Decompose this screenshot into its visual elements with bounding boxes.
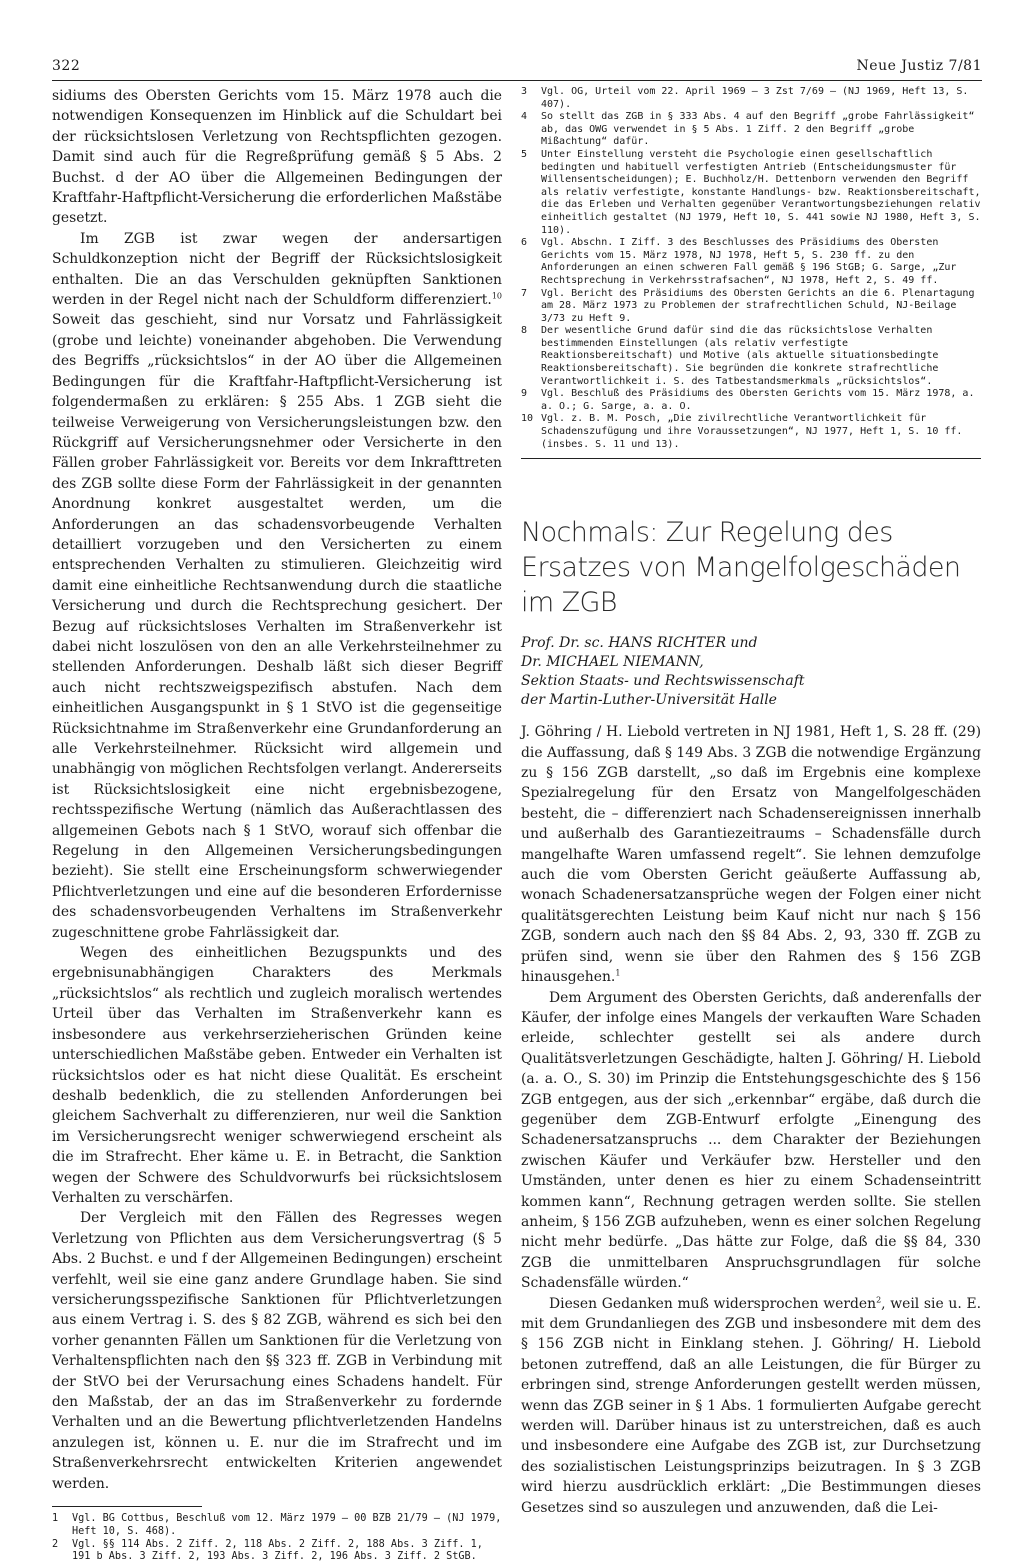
- author-line: Sektion Staats- und Rechtswissenschaft: [521, 673, 805, 690]
- footnote-number: 1: [52, 1513, 59, 1525]
- author-line: Prof. Dr. sc. HANS RICHTER und: [521, 635, 758, 652]
- footnote-number: 8: [521, 325, 528, 337]
- footnote-9: [521, 388, 981, 413]
- right-paragraph-3-text: Diesen Gedanken muß widersprochen werden: [549, 1295, 877, 1312]
- footnote-text: Vgl. z. B. M. Posch, „Die zivilrechtliche Verantwortlichkeit für Schadenszufügung und ihre Voraussetzungen“, NJ 1977, Heft 1, S. 10 ff. (insbes. S. 11 und 13).: [541, 413, 963, 450]
- footnote-ref-2: 2: [876, 1294, 882, 1304]
- footnote-text: Vgl. Bericht des Präsidiums des Obersten Gerichts an die 6. Plenartagung am 28. März 1973 zu Problemen der strafrechtlichen Schuld, NJ-Beilage 3/73 zu Heft 9.: [541, 287, 975, 324]
- left-footnotes: [52, 1513, 502, 1564]
- left-paragraph-3: Wegen des einheitlichen Bezugspunkts und des ergebnisunabhängigen Charakters des Merkmals „rücksichtslos“ als rechtlich und zugleich moralisch wertendes Urteil über das Verhalten im Straßenverkehr kann es insbesondere aus verkehrserzieherischen Gründen keine unterschiedlichen Maßstäbe geben. Entweder ein Verhalten ist rücksichtslos oder es hat nicht diese Qualität. Es erscheint deshalb bedenklich, die zu stellenden Anforderungen bei gleichem Sachverhalt zu differenzieren, nur weil die Sanktion im Versicherungsrecht weniger schwerwiegend erscheint als die im Strafrecht. Eher käme u. E. in Betracht, die Sanktion wegen der Schwere des Schuldvorwurfs bei rücksichtslosem Verhalten zu verschärfen.: [52, 945, 502, 1206]
- footnote-number: 7: [521, 287, 528, 299]
- footnote-1: [52, 1513, 502, 1539]
- author-line: der Martin-Luther-Universität Halle: [521, 692, 777, 709]
- footnote-10: [521, 413, 981, 451]
- footnote-number: 5: [521, 148, 528, 160]
- footnote-rule: [52, 1506, 202, 1507]
- left-paragraph-2: [52, 229, 502, 943]
- footnote-number: 3: [521, 86, 528, 97]
- left-column: [52, 86, 502, 1564]
- footnote-number: 6: [521, 237, 528, 249]
- footnote-end-rule: [521, 458, 981, 459]
- footnote-text: Vgl. OG, Urteil vom 22. April 1969 – 3 Zst 7/69 – (NJ 1969, Heft 13, S. 407).: [541, 86, 969, 110]
- right-body: [521, 722, 981, 1518]
- footnote-6: [521, 237, 981, 287]
- footnote-text: Vgl. BG Cottbus, Beschluß vom 12. März 1979 – 00 BZB 21/79 – (NJ 1979, Heft 10, S. 468).: [72, 1513, 502, 1537]
- left-paragraph-2-text: Im ZGB ist zwar wegen der andersartigen Schuldkonzeption nicht der Begriff der Rücksichtslosigkeit enthalten. Die an das Verschulden geknüpften Sanktionen werden in der Regel nicht nach der Schuldform differenziert.: [52, 230, 502, 309]
- footnote-5: [521, 149, 981, 237]
- footnote-text: Der wesentliche Grund dafür sind die das rücksichtslose Verhalten bestimmenden Einstellungen (als relativ verfestigte Reaktionsbereitschaft) und Motive (als aktuelle situationsbedingte Reaktionsbereitschaft). Sie begründen die konkrete strafrechtliche Verantwortlichkeit i. S. des Tatbestandsmerkmals „rücksichtslos“.: [541, 325, 939, 387]
- right-paragraph-3-cont: , weil sie u. E. mit dem Grundanliegen des ZGB und insbesondere mit dem des § 156 ZGB nicht in Einklang stehen. J. Göhring/ H. Liebold betonen zutreffend, daß an alle Leistungen, die für Bürger zu erbringen sind, strenge Anforderungen gestellt werden müssen, wenn das ZGB seiner in § 1 Abs. 1 formulierten Aufgabe gerecht werden will. Darüber hinaus ist zu unterstreichen, daß es auch und insbesondere eine Aufgabe des ZGB ist, zur Durchsetzung des sozialistischen Leistungsprinzips beizutragen. In § 3 ZGB wird hierzu ausdrücklich erklärt: „Die Bestimmungen dieses Gesetzes sind so auszulegen und anzuwenden, daß die Lei-: [521, 1295, 982, 1516]
- footnote-text: Vgl. Abschn. I Ziff. 3 des Beschlusses des Präsidiums des Obersten Gerichts vom 15. März 1978, NJ 1978, Heft 5, S. 230 ff. zu den Anforderungen an einen schweren Fall gemäß § 196 StGB; G. Sarge, „Zur Rechtsprechung in Verkehrsstrafsachen“, NJ 1978, Heft 2, S. 49 ff.: [541, 237, 957, 286]
- right-footnotes: [521, 86, 981, 451]
- footnote-text: Vgl. Beschluß des Präsidiums des Obersten Gerichts vom 15. März 1978, a. a. O.; G. Sarge, a. a. O.: [541, 388, 975, 412]
- left-paragraph-4: Der Vergleich mit den Fällen des Regresses wegen Verletzung von Pflichten aus dem Versicherungsvertrag (§ 5 Abs. 2 Buchst. e und f der Allgemeinen Bedingungen) erscheint verfehlt, weil sie eine ganz andere Grundlage haben. Sie sind versicherungsspezifische Sanktionen für Pflichtverletzungen aus einem Vertrag i. S. des § 82 ZGB, während es sich bei den vorher genannten Fällen um Sanktionen für die Verletzung von Verhaltenspflichten nach den §§ 323 ff. ZGB in Verbindung mit der StVO bei der Verursachung eines Schadens handelt. Für den Maßstab, der an das im Straßenverkehr zu fordernde Verhalten und an die Bewertung pflichtverletzenden Handelns anzulegen ist, können u. E. nur die im Strafrecht und im Straßenverkehrsrecht entwickelten Kriterien angewendet werden.: [52, 1210, 502, 1492]
- footnote-text: So stellt das ZGB in § 333 Abs. 4 auf den Begriff „grobe Fahrlässigkeit“ ab, das OWG verwendet in § 5 Abs. 1 Ziff. 2 den Begriff „grobe Mißachtung“ dafür.: [541, 111, 975, 148]
- right-paragraph-2: Dem Argument des Obersten Gerichts, daß anderenfalls der Käufer, der infolge eines Mangels der verkauften Ware Schaden erleide, schlechter gestellt sei als andere durch Qualitätsverletzungen Geschädigte, halten J. Göhring/ H. Liebold (a. a. O., S. 30) im Prinzip die Entstehungsgeschichte des § 156 ZGB entgegen, aus der sich „erkennbar“ ergäbe, daß durch die gegenüber dem ZGB-Entwurf erfolgte „Einengung des Schadenersatzanspruchs ... dem Charakter der Beziehungen zwischen Käufer und Verkäufer bzw. Hersteller und den Umständen, unter denen es hier zu einem Schadenseintritt kommen kann“, Rechnung getragen werden sollte. Sie stellen anheim, § 156 ZGB aufzuheben, wenn es einer solchen Regelung nicht mehr bedürfe. „Das hätte zur Folge, daß die §§ 84, 330 ZGB die unmittelbaren Anspruchsgrundlagen für solche Schadensfälle würden.“: [521, 989, 981, 1292]
- footnote-text: Unter Einstellung versteht die Psychologie einen gesellschaftlich bedingten und habituell verfestigten Antrieb (Entscheidungsmuster für Willensentscheidungen); E. Buchholz/H. Dettenborn verwenden den Begriff als relativ verfestigte, konstante Handlungs- bzw. Reaktionsbereitschaft, die das Erleben und Verhalten gegenüber Verantwortungsbeziehungen relativ einheitlich gestaltet (NJ 1979, Heft 10, S. 441 sowie NJ 1980, Heft 3, S. 110).: [541, 148, 981, 236]
- footnote-4: [521, 111, 981, 149]
- footnote-number: 9: [521, 388, 528, 400]
- footnote-8: [521, 325, 981, 388]
- footnote-number: 2: [52, 1538, 59, 1550]
- footnote-3: [521, 86, 981, 111]
- footnote-7: [521, 288, 981, 326]
- journal-issue: Neue Justiz 7/81: [856, 58, 982, 74]
- footnote-2: [52, 1539, 502, 1564]
- article-title: Nochmals: Zur Regelung des Ersatzes von Mangelfolgeschäden im ZGB: [521, 517, 961, 619]
- footnote-text: Vgl. §§ 114 Abs. 2 Ziff. 2, 118 Abs. 2 Ziff. 2, 188 Abs. 3 Ziff. 1, 191 b Abs. 3 Ziff. 2, 193 Abs. 3 Ziff. 2, 196 Abs. 3 Ziff. 2 StGB.: [72, 1538, 483, 1563]
- footnote-ref-10: 10: [491, 291, 502, 301]
- author-line: Dr. MICHAEL NIEMANN,: [521, 654, 704, 671]
- right-paragraph-1-text: J. Göhring / H. Liebold vertreten in NJ 1981, Heft 1, S. 28 ff. (29) die Auffassung, daß § 149 Abs. 3 ZGB die notwendige Ergänzung zu § 156 ZGB darstellt, „so daß im Ergebnis eine komplexe Spezialregelung für den Ersatz von Mangelfolgeschäden besteht, die – differenziert nach Schadensereignissen innerhalb und außerhalb des Garantiezeitraums – Schadensfälle durch mangelhafte Waren umfassend regelt“. Sie lehnen demzufolge auch die vom Obersten Gericht geäußerte Auffassung ab, wonach Schadenersatzansprüche wegen der Folgen einer nicht qualitätsgerechten Leistung beim Kauf nicht nur nach § 156 ZGB, sondern auch nach den §§ 84 Abs. 2, 93, 330 ff. ZGB zu prüfen sind, wenn sie über den Rahmen des § 156 ZGB hinausgehen.: [521, 724, 981, 986]
- article-authors: [521, 634, 981, 710]
- footnote-ref-1: 1: [615, 968, 621, 978]
- header-rule: [52, 80, 982, 81]
- right-paragraph-3: [521, 1294, 981, 1518]
- footnote-number: 10: [521, 413, 534, 425]
- left-body: [52, 86, 502, 1494]
- page-number: 322: [52, 58, 81, 74]
- footnote-number: 4: [521, 111, 528, 123]
- right-paragraph-1: [521, 722, 981, 987]
- left-paragraph-2-cont: Soweit das geschieht, sind nur Vorsatz und Fahrlässigkeit (grobe und leichte) voneinander abgehoben. Die Verwendung des Begriffs „rücksichtslos“ in der AO über die Allgemeinen Bedingungen für die Kraftfahr-Haftpflicht-Versicherung ist folgendermaßen zu erklären: § 255 Abs. 1 ZGB sieht die teilweise Verweigerung von Versicherungsleistungen bzw. den Rückgriff auf Versicherungsnehmer oder Versicherte in den Fällen grober Fahrlässigkeit vor. Bereits vor dem Inkrafttreten des ZGB sollte diese Form der Fahrlässigkeit in der genannten Anordnung konkret ausgestaltet werden, um die Anforderungen an das schadensvorbeugende Verhalten detailliert vorzugeben und den Versicherten zu einem entsprechenden Verhalten zu stimulieren. Gleichzeitig wird damit eine einheitliche Rechtsanwendung durch die staatliche Versicherung und durch die Rechtsprechung gesichert. Der Bezug auf rücksichtsloses Verhalten im Straßenverkehr ist dabei nicht loszulösen von den an alle Verkehrsteilnehmer zu stellenden Anforderungen. Deshalb läßt sich dieser Begriff auch nicht rechtszweigspezifisch abstufen. Nach dem einheitlichen Ausgangspunkt in § 1 StVO ist die gegenseitige Rücksichtnahme im Straßenverkehr eine Grundanforderung an alle Verkehrsteilnehmer. Rücksicht wird allgemein und unabhängig von möglichen Rechtsfolgen verlangt. Andererseits ist Rücksichtslosigkeit eine nicht ergebnisbezogene, rechtsspezifische Wertung (nämlich das Außerachtlassen des allgemeinen Gebots nach § 1 StVO, worauf sich offenbar die Regelung in den Allgemeinen Versicherungsbedingungen bezieht). Sie stellt eine Erscheinungsform schwerwiegender Pflichtverletzungen und eine auf die besonderen Erfordernisse des schadensvorbeugenden Verhaltens im Straßenverkehr zugeschnittene grobe Fahrlässigkeit dar.: [52, 312, 502, 941]
- right-column: [521, 86, 981, 1518]
- left-paragraph-1: sidiums des Obersten Gerichts vom 15. März 1978 auch die notwendigen Konsequenzen im Hinblick auf die Schuldart bei der rücksichtslosen Verletzung von Rechtspflichten gezogen. Damit sind auch für die Regreßprüfung gemäß § 5 Abs. 2 Buchst. d der AO über die Allgemeinen Bedingungen der Kraftfahr-Haftpflicht-Versicherung die erforderlichen Maßstäbe gesetzt.: [52, 88, 502, 227]
